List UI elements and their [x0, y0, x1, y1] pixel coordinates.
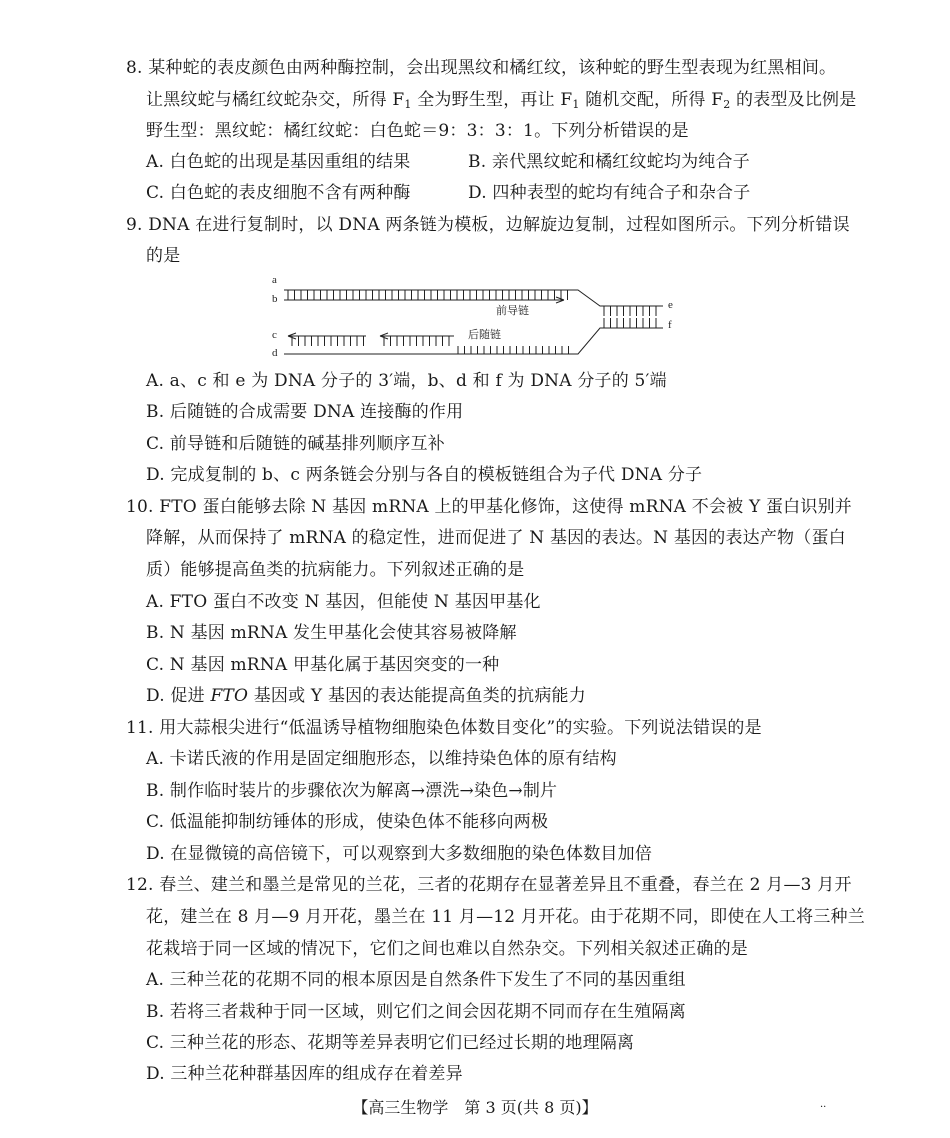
q10-option-d[interactable]: D. 促进 FTO 基因或 Y 基因的表达能提高鱼类的抗病能力 [146, 686, 586, 706]
q8-option-a[interactable]: A. 白色蛇的出现是基因重组的结果 [146, 152, 411, 172]
leading-strand-label: 前导链 [496, 304, 529, 317]
q9-option-c[interactable]: C. 前导链和后随链的碱基排列顺序互补 [146, 434, 446, 454]
q12-stem-line2: 花，建兰在 8 月—9 月开花，墨兰在 11 月—12 月开花。由于花期不同，即使在人工将三种兰 [146, 907, 865, 927]
q8-stem-line2: 让黑纹蛇与橘红纹蛇杂交，所得 $F_1$ 全为野生型，再让 $F_1$ 随机交配，所得 $F_2$ 的表型及比例是 [146, 90, 857, 111]
q10-stem-line3: 质）能够提高鱼类的抗病能力。下列叙述正确的是 [146, 560, 525, 580]
q10-stem-line2: 降解，从而保持了 mRNA 的稳定性，进而促进了 N 基因的表达。N 基因的表达产物（蛋白 [146, 528, 846, 548]
q11-option-a[interactable]: A. 卡诺氏液的作用是固定细胞形态，以维持染色体的原有结构 [146, 749, 617, 769]
label-e: e [668, 299, 673, 311]
strand-a-ticks [288, 290, 568, 300]
q12-option-a[interactable]: A. 三种兰花的花期不同的根本原因是自然条件下发生了不同的基因重组 [146, 970, 686, 990]
label-d: d [272, 347, 278, 359]
q11-option-b[interactable]: B. 制作临时装片的步骤依次为解离→漂洗→染色→制片 [146, 781, 558, 801]
q9-option-b[interactable]: B. 后随链的合成需要 DNA 连接酶的作用 [146, 402, 464, 422]
dna-replication-diagram [268, 270, 688, 362]
strand-cd-ticks [292, 336, 569, 354]
label-a: a [272, 274, 277, 286]
q10-option-a[interactable]: A. FTO 蛋白不改变 N 基因，但能使 N 基因甲基化 [146, 592, 541, 612]
page-footer: 【高三生物学 第 3 页(共 8 页)】 [352, 1098, 598, 1117]
q9-option-a[interactable]: A. a、c 和 e 为 DNA 分子的 3′端，b、d 和 f 为 DNA 分子的 5′端 [146, 371, 667, 391]
q8-option-d[interactable]: D. 四种表型的蛇均有纯合子和杂合子 [468, 183, 751, 203]
lagging-strand-label: 后随链 [468, 328, 501, 341]
q11-stem-line1: 11. 用大蒜根尖进行“低温诱导植物细胞染色体数目变化”的实验。下列说法错误的是 [126, 718, 762, 738]
q12-stem-line3: 花栽培于同一区域的情况下，它们之间也难以自然杂交。下列相关叙述正确的是 [146, 939, 748, 959]
q12-option-d[interactable]: D. 三种兰花种群基因库的组成存在着差异 [146, 1064, 463, 1084]
label-f: f [668, 319, 672, 331]
q10-option-c[interactable]: C. N 基因 mRNA 甲基化属于基因突变的一种 [146, 655, 500, 675]
q8-sub-f1b: 1 [572, 98, 580, 111]
q8-option-b[interactable]: B. 亲代黑纹蛇和橘红纹蛇均为纯合子 [468, 152, 750, 172]
label-c: c [272, 329, 277, 341]
q8-stem-line3: 野生型：黑纹蛇：橘红纹蛇：白色蛇＝9：3：3：1。下列分析错误的是 [146, 121, 689, 141]
duplex-ticks [604, 306, 656, 328]
q8-stem-line1: 8. 某种蛇的表皮颜色由两种酶控制，会出现黑纹和橘红纹，该种蛇的野生型表现为红黑相间。 [126, 58, 837, 78]
q9-stem-line2: 的是 [146, 246, 181, 266]
q12-stem-line1: 12. 春兰、建兰和墨兰是常见的兰花，三者的花期存在显著差异且不重叠，春兰在 2 月—3 月开 [126, 875, 852, 895]
footer-mark: ·· [820, 1102, 827, 1113]
q9-option-d[interactable]: D. 完成复制的 b、c 两条链会分别与各自的模板链组合为子代 DNA 分子 [146, 465, 703, 485]
q11-option-c[interactable]: C. 低温能抑制纺锤体的形成，使染色体不能移向两极 [146, 812, 549, 832]
q12-option-c[interactable]: C. 三种兰花的形态、花期等差异表明它们已经过长期的地理隔离 [146, 1033, 635, 1053]
strand-a [284, 290, 663, 306]
q10-option-b[interactable]: B. N 基因 mRNA 发生甲基化会使其容易被降解 [146, 623, 517, 643]
q9-stem-line1: 9. DNA 在进行复制时，以 DNA 两条链为模板，边解旋边复制，过程如图所示。下列分析错误 [126, 215, 850, 235]
q12-option-b[interactable]: B. 若将三者栽种于同一区域，则它们之间会因花期不同而存在生殖隔离 [146, 1002, 686, 1022]
q10-stem-line1: 10. FTO 蛋白能够去除 N 基因 mRNA 上的甲基化修饰，这使得 mRNA 不会被 Y 蛋白识别并 [126, 497, 852, 517]
q11-option-d[interactable]: D. 在显微镜的高倍镜下，可以观察到大多数细胞的染色体数目加倍 [146, 844, 653, 864]
q8-option-c[interactable]: C. 白色蛇的表皮细胞不含有两种酶 [146, 183, 411, 203]
label-b: b [272, 293, 278, 305]
